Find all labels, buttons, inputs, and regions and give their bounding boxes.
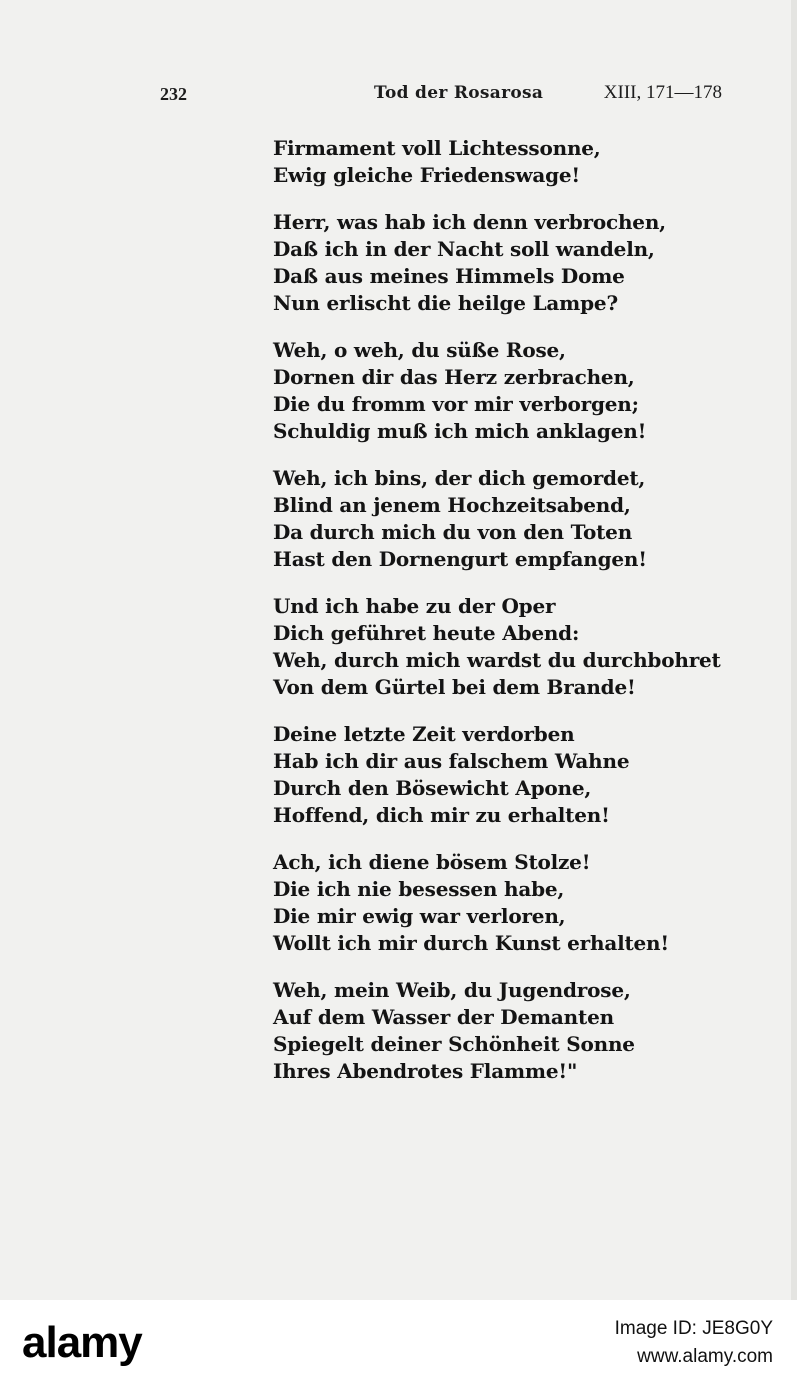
stanza [273, 593, 743, 701]
poem-line: Die mir ewig war verloren, [273, 904, 566, 928]
poem-line: Blind an jenem Hochzeitsabend, [273, 493, 631, 517]
poem-line: Schuldig muß ich mich anklagen! [273, 419, 647, 443]
poem-line: Die ich nie besessen habe, [273, 877, 565, 901]
poem-line: Weh, o weh, du süße Rose, [273, 338, 566, 362]
poem-line: Ihres Abendrotes Flamme!" [273, 1059, 578, 1083]
poem-line: Weh, durch mich wardst du durchbohret [273, 648, 721, 672]
poem-line: Firmament voll Lichtessonne, [273, 136, 601, 160]
stanza [273, 977, 743, 1085]
poem-line: Hast den Dornengurt empfangen! [273, 547, 647, 571]
page-number: 232 [160, 84, 187, 104]
poem-line: Ewig gleiche Friedenswage! [273, 163, 580, 187]
poem-line: Nun erlischt die heilge Lampe? [273, 291, 618, 315]
watermark-url: www.alamy.com [637, 1346, 773, 1367]
poem-line: Herr, was hab ich denn verbrochen, [273, 210, 666, 234]
poem-line: Daß ich in der Nacht soll wandeln, [273, 237, 655, 261]
stanza [273, 209, 743, 317]
poem-line: Daß aus meines Himmels Dome [273, 264, 625, 288]
poem-line: Von dem Gürtel bei dem Brande! [273, 675, 636, 699]
poem-line: Weh, mein Weib, du Jugendrose, [273, 978, 631, 1002]
page-header [160, 80, 722, 110]
poem-line: Dich geführet heute Abend: [273, 621, 580, 645]
poem-body [273, 135, 743, 1105]
poem-line: Dornen dir das Herz zerbrachen, [273, 365, 635, 389]
image-id: Image ID: JE8G0Y [614, 1318, 773, 1339]
verse-range: XIII, 171—178 [603, 82, 722, 103]
stanza [273, 337, 743, 445]
poem-line: Spiegelt deiner Schönheit Sonne [273, 1032, 635, 1056]
stanza [273, 135, 743, 189]
stanza [273, 465, 743, 573]
alamy-logo: alamy [22, 1318, 142, 1367]
stanza [273, 849, 743, 957]
page-edge [791, 0, 797, 1300]
stanza [273, 721, 743, 829]
poem-line: Die du fromm vor mir verborgen; [273, 392, 639, 416]
poem-line: Da durch mich du von den Toten [273, 520, 633, 544]
poem-line: Deine letzte Zeit verdorben [273, 722, 575, 746]
poem-line: Durch den Bösewicht Apone, [273, 776, 592, 800]
poem-line: Weh, ich bins, der dich gemordet, [273, 466, 646, 490]
poem-line: Ach, ich diene bösem Stolze! [273, 850, 591, 874]
poem-line: Hab ich dir aus falschem Wahne [273, 749, 630, 773]
poem-line: Wollt ich mir durch Kunst erhalten! [273, 931, 669, 955]
poem-line: Und ich habe zu der Oper [273, 594, 556, 618]
poem-line: Hoffend, dich mir zu erhalten! [273, 803, 610, 827]
running-title: Tod der Rosarosa [374, 83, 544, 103]
poem-line: Auf dem Wasser der Demanten [273, 1005, 614, 1029]
